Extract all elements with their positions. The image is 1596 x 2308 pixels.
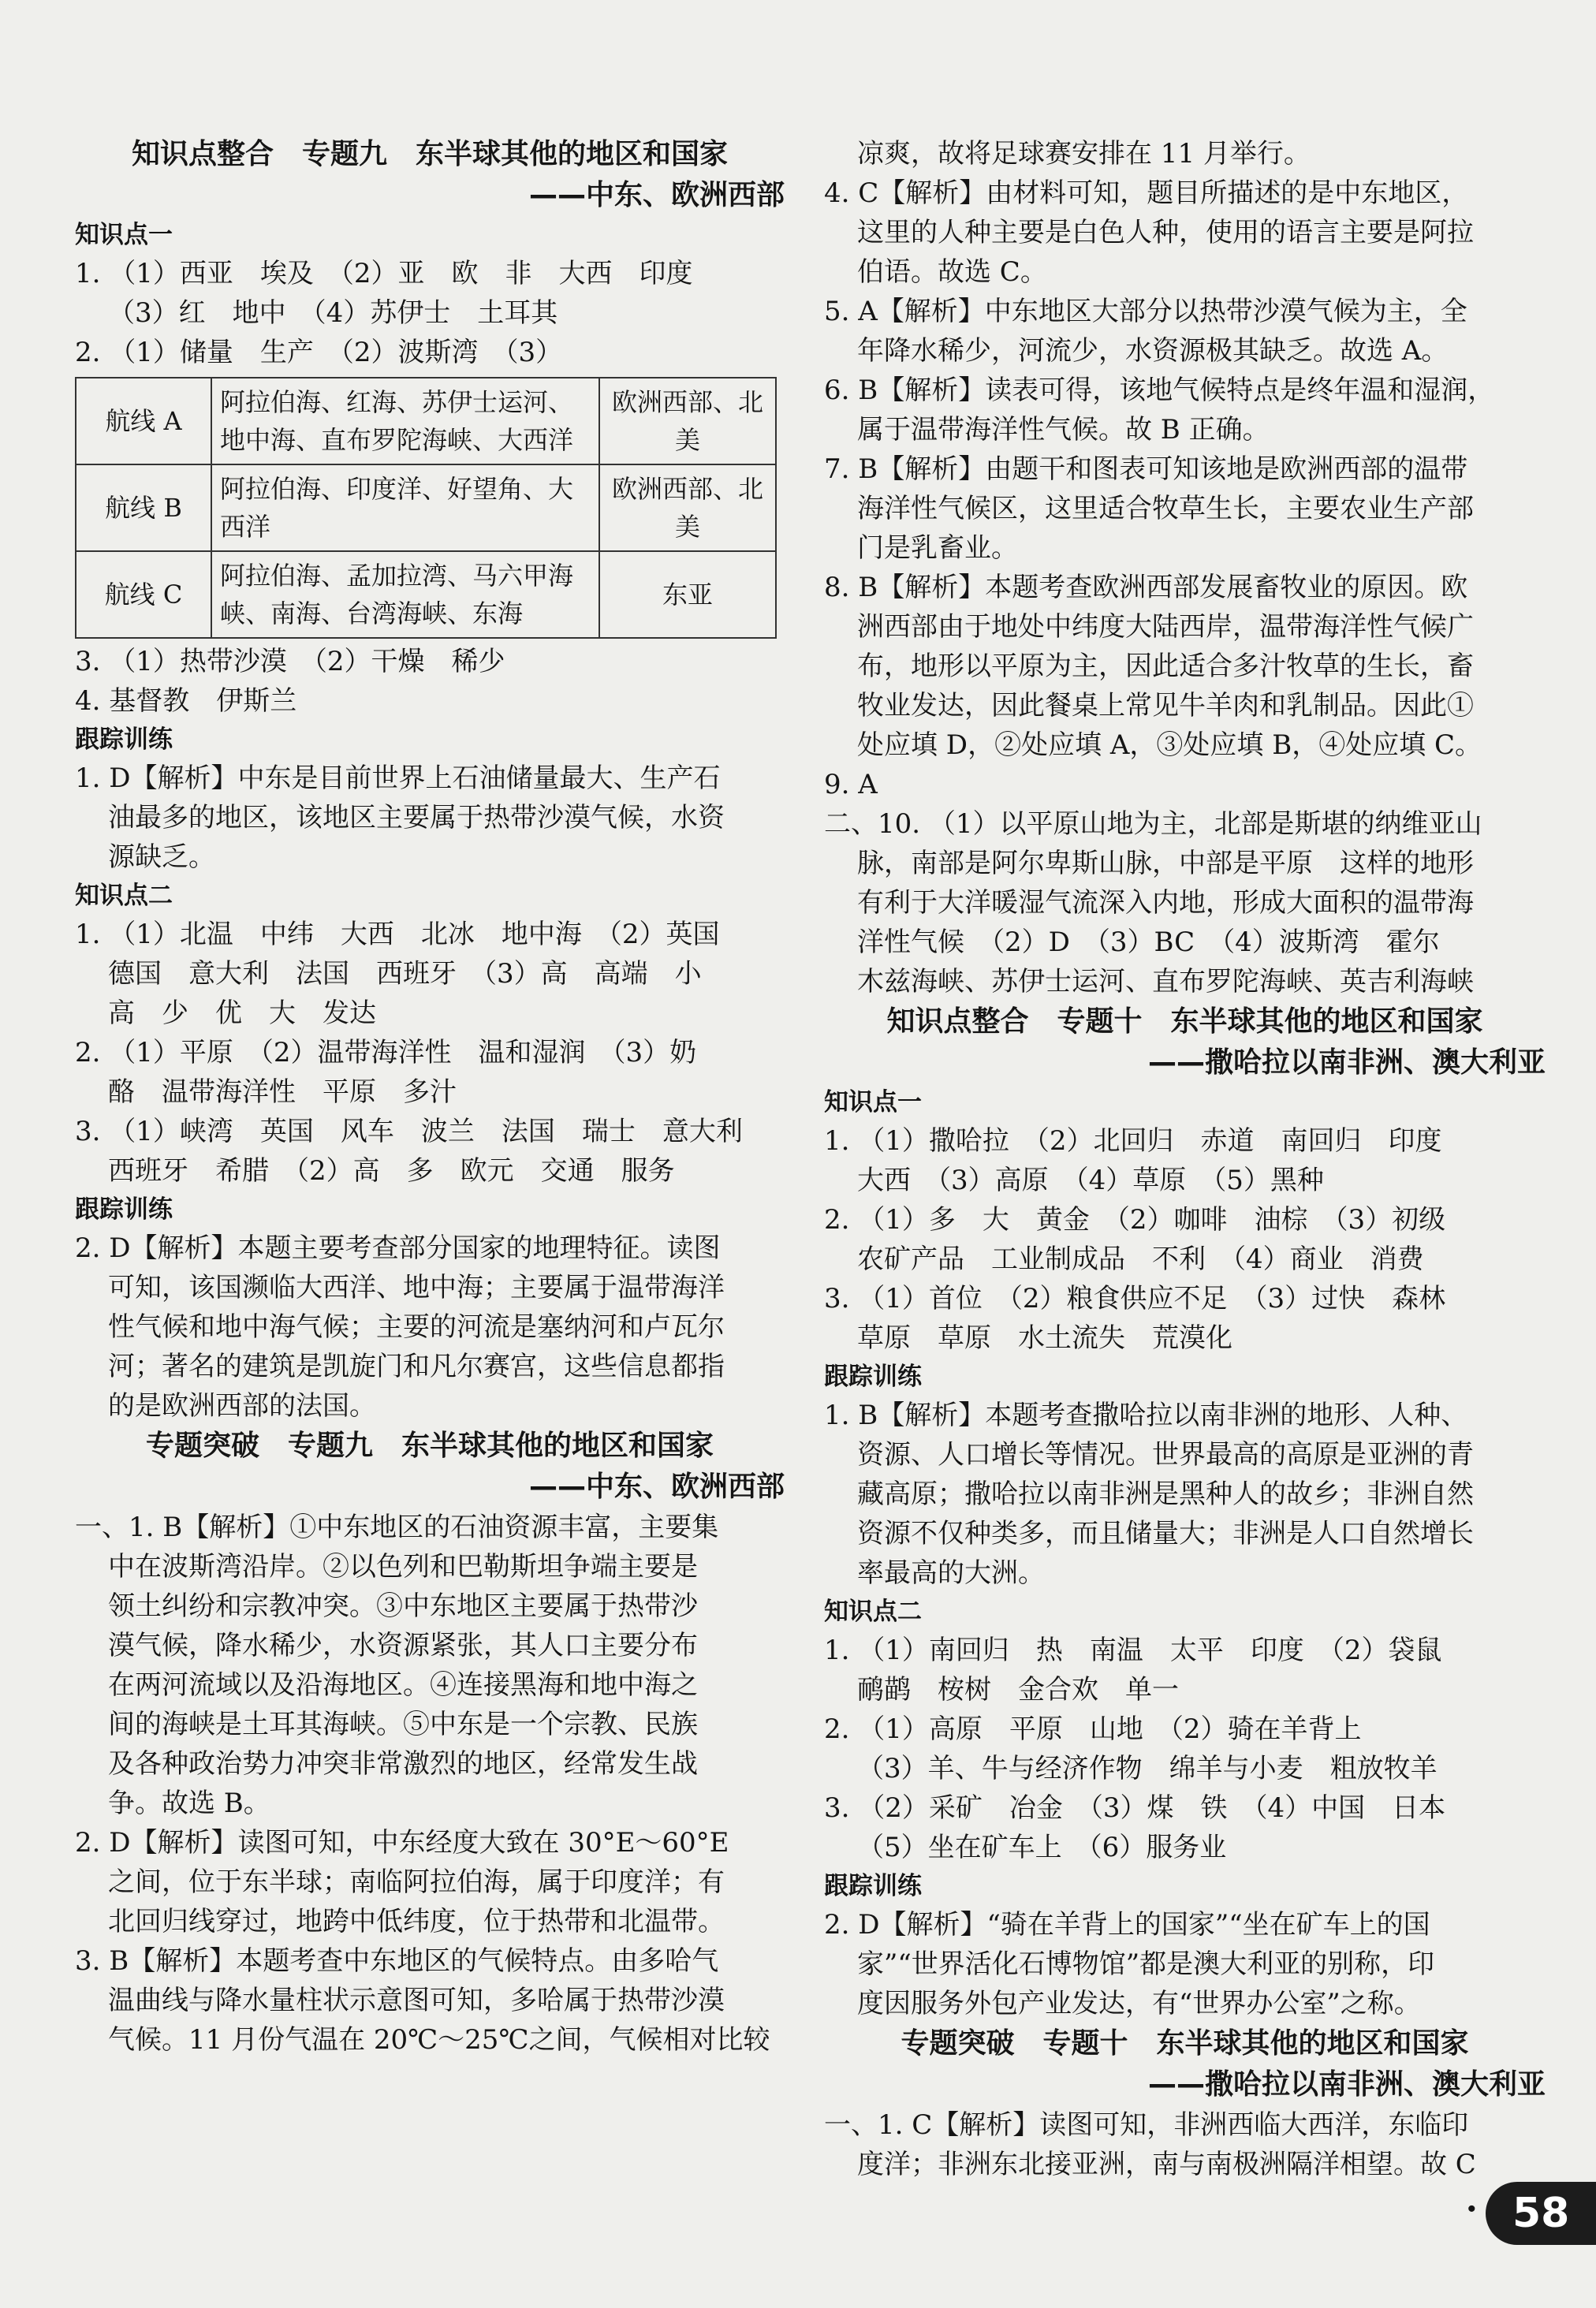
heading-kp1: 知识点一 [75,221,173,249]
table-row: 航线 C 阿拉伯海、孟加拉湾、马六甲海峡、南海、台湾海峡、东海 东亚 [76,551,776,638]
answer-line: 2. （1）平原 （2）温带海洋性 温和湿润 （3）奶 [75,1037,697,1068]
answer-line: 草原 草原 水土流失 荒漠化 [857,1322,1232,1354]
page-number-dot: · [1465,2189,1478,2229]
right-column [824,134,1546,2184]
answer-line: 牧业发达，因此餐桌上常见牛羊肉和乳制品。因此① [857,690,1474,721]
answer-line: 有利于大洋暖湿气流深入内地，形成大面积的温带海 [857,887,1474,919]
answer-line: 漠气候，降水稀少，水资源紧张，其人口主要分布 [108,1630,698,1661]
answer-line: 性气候和地中海气候；主要的河流是塞纳河和卢瓦尔 [108,1311,725,1343]
shipping-route-table [75,377,777,639]
answer-line: 洋性气候 （2）D （3）BC （4）波斯湾 霍尔 [857,927,1440,958]
answer-line: 气候。11 月份气温在 20℃～25℃之间，气候相对比较 [108,2024,770,2056]
answer-line: 1. （1）南回归 热 南温 太平 印度 （2）袋鼠 [824,1635,1442,1666]
answer-line: 这里的人种主要是白色人种，使用的语言主要是阿拉 [857,217,1474,248]
answer-line: 处应填 D，②处应填 A，③处应填 B，④处应填 C。 [857,729,1482,761]
heading-kp2: 知识点二 [824,1598,922,1626]
answer-line: 二、10. （1）以平原山地为主，北部是斯堪的纳维亚山 [824,808,1482,840]
answer-line: 资源不仅种类多，而且储量大；非洲是人口自然增长 [857,1518,1474,1549]
answer-line: 8. B【解析】本题考查欧洲西部发展畜牧业的原因。欧 [824,572,1468,603]
heading-track1: 跟踪训练 [824,1363,922,1391]
answer-line: 西班牙 希腊 （2）高 多 欧元 交通 服务 [108,1155,675,1187]
answer-line: 家”“世界活化石博物馆”都是澳大利亚的别称，印 [857,1948,1435,1980]
answer-line: 3. （1）首位 （2）粮食供应不足 （3）过快 森林 [824,1283,1446,1314]
answer-line: 源缺乏。 [108,841,215,873]
answer-line: 油最多的地区，该地区主要属于热带沙漠气候，水资 [108,802,725,833]
answer-line: 高 少 优 大 发达 [108,997,376,1029]
answer-line: 凉爽，故将足球赛安排在 11 月举行。 [857,138,1311,170]
answer-line: 1. （1）撒哈拉 （2）北回归 赤道 南回归 印度 [824,1125,1442,1157]
answer-line: 布，地形以平原为主，因此适合多汁牧草的生长，畜 [857,651,1474,682]
left-column [75,134,785,2060]
answer-line: 1. D【解析】中东是目前世界上石油储量最大、生产石 [75,762,721,794]
answer-line: 在两河流域以及沿海地区。④连接黑海和地中海之 [108,1669,698,1701]
heading-track2: 跟踪训练 [824,1872,922,1900]
answer-line: 1. （1）北温 中纬 大西 北冰 地中海 （2）英国 [75,919,720,950]
heading-track1: 跟踪训练 [75,725,173,754]
heading-track2: 跟踪训练 [75,1195,173,1224]
answer-line: 2. D【解析】本题主要考查部分国家的地理特征。读图 [75,1232,721,1264]
section-title-tupo9: 专题突破 专题九 东半球其他的地区和国家 ——中东、欧洲西部 [145,1430,785,1503]
answer-line: 3. B【解析】本题考查中东地区的气候特点。由多哈气 [75,1945,719,1977]
answer-line: 酪 温带海洋性 平原 多汁 [108,1076,457,1108]
answer-line: （3）红 地中 （4）苏伊士 土耳其 [108,297,558,329]
section-title-zhuanti10: 知识点整合 专题十 东半球其他的地区和国家 ——撒哈拉以南非洲、澳大利亚 [886,1005,1546,1079]
answer-line: 年降水稀少，河流少，水资源极其缺乏。故选 A。 [857,335,1449,367]
section-title-zhuanti9: 知识点整合 专题九 东半球其他的地区和国家 ——中东、欧洲西部 [131,138,785,211]
answer-line: 中在波斯湾沿岸。②以色列和巴勒斯坦争端主要是 [108,1551,698,1583]
answer-line: 木兹海峡、苏伊士运河、直布罗陀海峡、英吉利海峡 [857,966,1474,997]
answer-line: 洲西部由于地处中纬度大陆西岸，温带海洋性气候广 [857,611,1474,643]
answer-line: 及各种政治势力冲突非常激烈的地区，经常发生战 [108,1748,698,1780]
answer-line: 间的海峡是土耳其海峡。⑤中东是一个宗教、民族 [108,1709,698,1740]
answer-line: 资源、人口增长等情况。世界最高的高原是亚洲的青 [857,1439,1474,1471]
answer-line: 4. 基督教 伊斯兰 [75,685,297,717]
answer-line: 脉，南部是阿尔卑斯山脉，中部是平原 这样的地形 [857,848,1474,879]
answer-line: （3）羊、牛与经济作物 绵羊与小麦 粗放牧羊 [857,1753,1438,1784]
answer-line: 争。故选 B。 [108,1788,270,1819]
answer-line: 一、1. B【解析】①中东地区的石油资源丰富，主要集 [75,1512,719,1543]
answer-line: 9. A [824,769,878,800]
answer-line: 鸸鹋 桉树 金合欢 单一 [857,1674,1179,1706]
answer-line: 6. B【解析】读表可得，该地气候特点是终年温和湿润， [824,375,1495,406]
answer-line: 一、1. C【解析】读图可知，非洲西临大西洋，东临印 [824,2109,1469,2141]
answer-line: 2. D【解析】“骑在羊背上的国家”“坐在矿车上的国 [824,1909,1430,1941]
answer-line: 领土纠纷和宗教冲突。③中东地区主要属于热带沙 [108,1590,698,1622]
answer-line: 之间，位于东半球；南临阿拉伯海，属于印度洋；有 [108,1866,725,1898]
answer-line: 大西 （3）高原 （4）草原 （5）黑种 [857,1165,1324,1196]
answer-line: 门是乳畜业。 [857,532,1018,564]
table-row: 航线 A 阿拉伯海、红海、苏伊士运河、地中海、直布罗陀海峡、大西洋 欧洲西部、北美 [76,378,776,464]
answer-line: 度因服务外包产业发达，有“世界办公室”之称。 [857,1988,1421,2019]
answer-line: 的是欧洲西部的法国。 [108,1390,376,1422]
answer-line: 3. （1）热带沙漠 （2）干燥 稀少 [75,646,505,677]
answer-line: 可知，该国濒临大西洋、地中海；主要属于温带海洋 [108,1272,725,1303]
page-number: 58 [1486,2182,1596,2245]
answer-line: 2. （1）多 大 黄金 （2）咖啡 油棕 （3）初级 [824,1204,1446,1236]
answer-line: 德国 意大利 法国 西班牙 （3）高 高端 小 [108,958,702,990]
answer-line: 伯语。故选 C。 [857,256,1047,288]
answer-line: 7. B【解析】由题干和图表可知该地是欧洲西部的温带 [824,453,1468,485]
answer-line: 4. C【解析】由材料可知，题目所描述的是中东地区， [824,177,1469,209]
section-title-tupo10: 专题突破 专题十 东半球其他的地区和国家 ——撒哈拉以南非洲、澳大利亚 [901,2027,1546,2101]
heading-kp2: 知识点二 [75,882,173,910]
answer-line: 率最高的大洲。 [857,1557,1045,1589]
answer-line: 农矿产品 工业制成品 不利 （4）商业 消费 [857,1243,1424,1275]
answer-line: 度洋；非洲东北接亚洲，南与南极洲隔洋相望。故 C [857,2149,1476,2180]
answer-line: 海洋性气候区，这里适合牧草生长，主要农业生产部 [857,493,1474,524]
heading-kp1: 知识点一 [824,1088,922,1117]
answer-line: 属于温带海洋性气候。故 B 正确。 [857,414,1270,446]
answer-line: 5. A【解析】中东地区大部分以热带沙漠气候为主，全 [824,296,1467,327]
answer-line: 北回归线穿过，地跨中低纬度，位于热带和北温带。 [108,1906,725,1937]
answer-line: （5）坐在矿车上 （6）服务业 [857,1832,1227,1863]
answer-line: 2. （1）高原 平原 山地 （2）骑在羊背上 [824,1713,1362,1745]
answer-line: 2. （1）储量 生产 （2）波斯湾 （3） [75,337,563,368]
answer-line: 河；著名的建筑是凯旋门和凡尔赛宫，这些信息都指 [108,1351,725,1382]
answer-line: 藏高原；撒哈拉以南非洲是黑种人的故乡；非洲自然 [857,1478,1474,1510]
answer-line: 1. （1）西亚 埃及 （2）亚 欧 非 大西 印度 [75,258,693,289]
answer-line: 1. B【解析】本题考查撒哈拉以南非洲的地形、人种、 [824,1400,1468,1431]
table-row: 航线 B 阿拉伯海、印度洋、好望角、大西洋 欧洲西部、北美 [76,464,776,551]
answer-line: 3. （2）采矿 冶金 （3）煤 铁 （4）中国 日本 [824,1792,1446,1824]
answer-line: 3. （1）峡湾 英国 风车 波兰 法国 瑞士 意大利 [75,1116,743,1147]
answer-line: 2. D【解析】读图可知，中东经度大致在 30°E～60°E [75,1827,729,1859]
answer-line: 温曲线与降水量柱状示意图可知，多哈属于热带沙漠 [108,1985,725,2016]
